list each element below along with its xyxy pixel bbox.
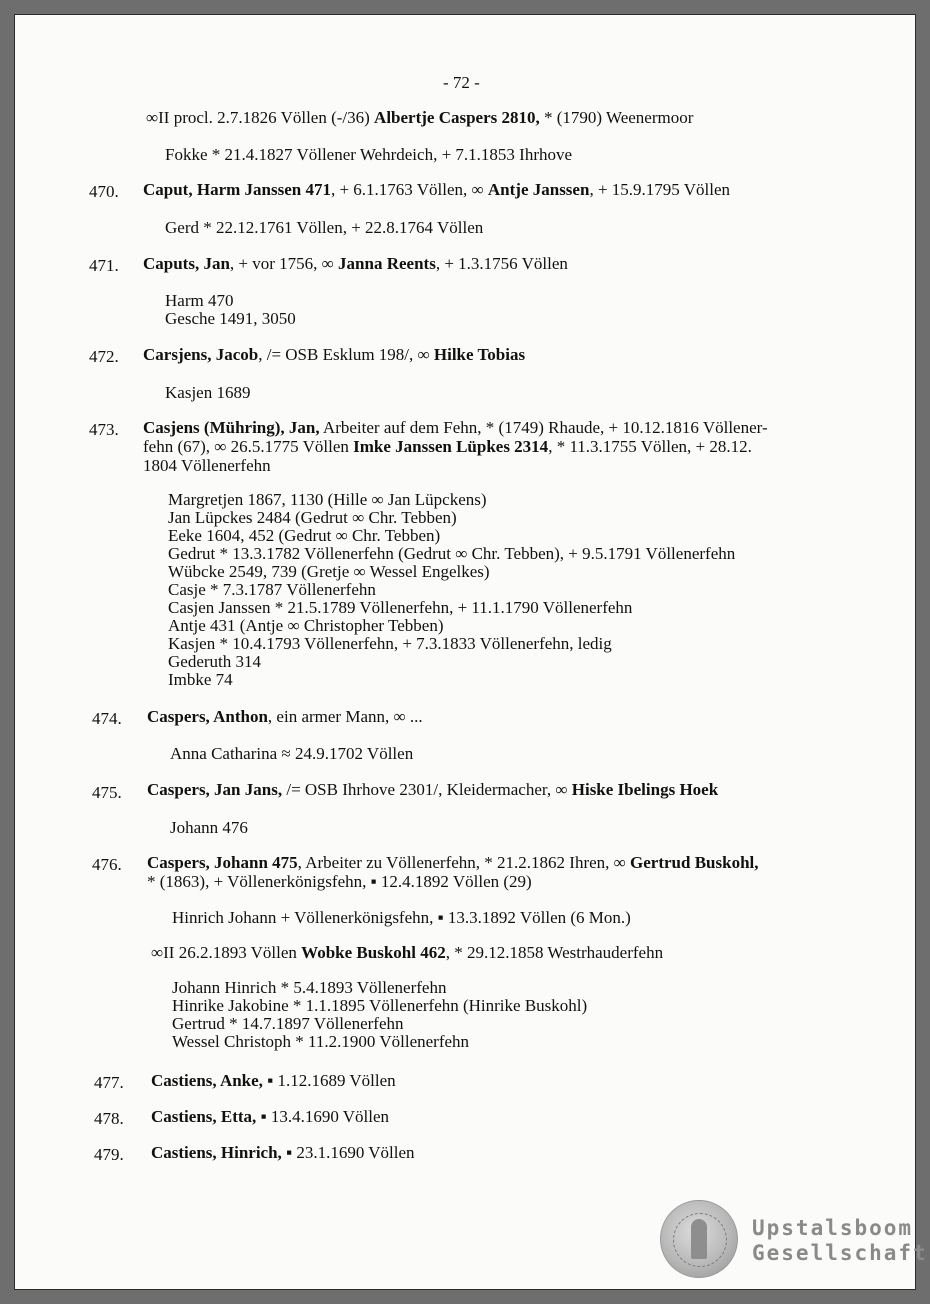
- entry-heading: Castiens, Etta, ▪ 13.4.1690 Völlen: [151, 1107, 390, 1126]
- child-line: Fokke * 21.4.1827 Völlener Wehrdeich, + 7.1.1853 Ihrhove: [165, 145, 573, 164]
- page-number: - 72 -: [443, 73, 480, 92]
- child-line: Casje * 7.3.1787 Völlenerfehn: [168, 580, 376, 599]
- entry-heading-cont: * (1863), + Völlenerkönigsfehn, ▪ 12.4.1892 Völlen (29): [147, 872, 532, 891]
- entry-number: 477.: [94, 1073, 124, 1092]
- child-line: Johann 476: [170, 818, 248, 837]
- entry-number: 471.: [89, 256, 119, 275]
- entry-number: 474.: [92, 709, 122, 728]
- entry-heading: Caspers, Jan Jans, /= OSB Ihrhove 2301/, Kleidermacher, ∞ Hiske Ibelings Hoek: [147, 780, 719, 799]
- entry-number: 473.: [89, 420, 119, 439]
- child-line: Gesche 1491, 3050: [165, 309, 296, 328]
- entry-number: 470.: [89, 182, 119, 201]
- entry-number: 472.: [89, 347, 119, 366]
- child-line: Wessel Christoph * 11.2.1900 Völlenerfehn: [172, 1032, 470, 1051]
- entry-heading: Castiens, Anke, ▪ 1.12.1689 Völlen: [151, 1071, 396, 1090]
- child-line: Gertrud * 14.7.1897 Völlenerfehn: [172, 1014, 404, 1033]
- entry-number: 475.: [92, 783, 122, 802]
- entry-heading: Casjens (Mühring), Jan, Arbeiter auf dem Fehn, * (1749) Rhaude, + 10.12.1816 Völlener-: [143, 418, 768, 437]
- child-line: Kasjen * 10.4.1793 Völlenerfehn, + 7.3.1833 Völlenerfehn, ledig: [168, 634, 612, 653]
- child-line: Jan Lüpckes 2484 (Gedrut ∞ Chr. Tebben): [168, 508, 457, 527]
- children-list: [168, 491, 735, 689]
- remarriage-line: ∞II procl. 2.7.1826 Völlen (-/36) Albertje Caspers 2810, * (1790) Weenermoor: [146, 108, 694, 127]
- entry-heading: Castiens, Hinrich, ▪ 23.1.1690 Völlen: [151, 1143, 415, 1162]
- remarriage-line: ∞II 26.2.1893 Völlen Wobke Buskohl 462, * 29.12.1858 Westrhauderfehn: [151, 943, 664, 962]
- entry-number: 476.: [92, 855, 122, 874]
- child-line: Margretjen 1867, 1130 (Hille ∞ Jan Lüpckens): [168, 490, 487, 509]
- child-line: Gedrut * 13.3.1782 Völlenerfehn (Gedrut ∞ Chr. Tebben), + 9.5.1791 Völlenerfehn: [168, 544, 736, 563]
- brand-line-1: Upstalsboom: [752, 1216, 914, 1240]
- child-line: Gederuth 314: [168, 652, 262, 671]
- child-line: Anna Catharina ≈ 24.9.1702 Völlen: [170, 744, 414, 763]
- entry-heading: Caputs, Jan, + vor 1756, ∞ Janna Reents, + 1.3.1756 Völlen: [143, 254, 568, 273]
- child-line: Johann Hinrich * 5.4.1893 Völlenerfehn: [172, 978, 447, 997]
- seal-emblem-icon: [660, 1200, 738, 1278]
- children-list: [165, 292, 296, 328]
- child-line: Wübcke 2549, 739 (Gretje ∞ Wessel Engelkes): [168, 562, 490, 581]
- entry-heading: Caspers, Johann 475, Arbeiter zu Völlenerfehn, * 21.2.1862 Ihren, ∞ Gertrud Buskohl,: [147, 853, 759, 872]
- seal-figure: [691, 1219, 707, 1259]
- child-line: Hinrike Jakobine * 1.1.1895 Völlenerfehn (Hinrike Buskohl): [172, 996, 588, 1015]
- document-page: [14, 14, 916, 1290]
- child-line: Gerd * 22.12.1761 Völlen, + 22.8.1764 Völlen: [165, 218, 484, 237]
- child-line: Hinrich Johann + Völlenerkönigsfehn, ▪ 13.3.1892 Völlen (6 Mon.): [172, 908, 631, 927]
- entry-heading: Carsjens, Jacob, /= OSB Esklum 198/, ∞ Hilke Tobias: [143, 345, 526, 364]
- entry-heading: Caspers, Anthon, ein armer Mann, ∞ ...: [147, 707, 423, 726]
- child-line: Imbke 74: [168, 670, 233, 689]
- entry-heading: Caput, Harm Janssen 471, + 6.1.1763 Völlen, ∞ Antje Janssen, + 15.9.1795 Völlen: [143, 180, 730, 199]
- children-list: [172, 979, 587, 1051]
- child-line: Kasjen 1689: [165, 383, 251, 402]
- entry-number: 478.: [94, 1109, 124, 1128]
- child-line: Casjen Janssen * 21.5.1789 Völlenerfehn, + 11.1.1790 Völlenerfehn: [168, 598, 633, 617]
- entry-heading-cont: 1804 Völlenerfehn: [143, 456, 271, 475]
- child-line: Eeke 1604, 452 (Gedrut ∞ Chr. Tebben): [168, 526, 441, 545]
- child-line: Antje 431 (Antje ∞ Christopher Tebben): [168, 616, 444, 635]
- child-line: Harm 470: [165, 291, 234, 310]
- entry-heading-cont: fehn (67), ∞ 26.5.1775 Völlen Imke Janssen Lüpkes 2314, * 11.3.1755 Völlen, + 28.12.: [143, 437, 752, 456]
- entry-number: 479.: [94, 1145, 124, 1164]
- brand-line-2: Gesellschaft: [752, 1241, 928, 1265]
